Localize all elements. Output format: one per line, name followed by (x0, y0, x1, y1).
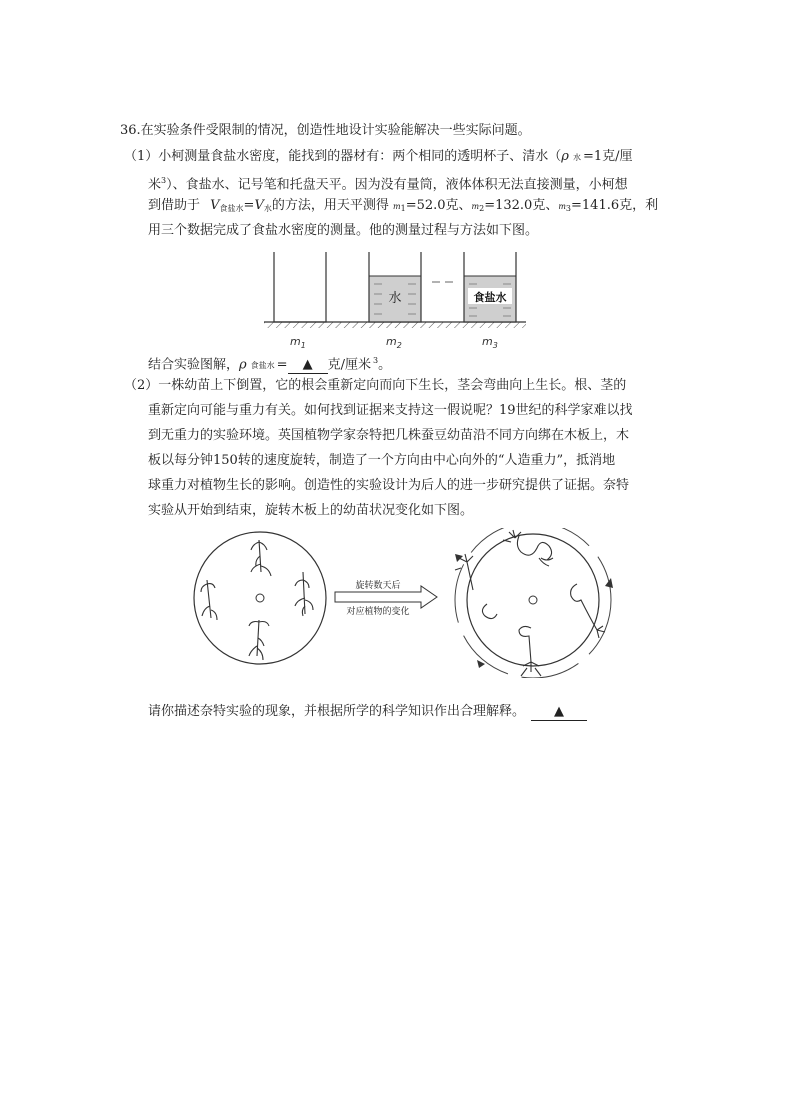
mass-symbol: m (558, 202, 566, 211)
mass-label-1-sub: 1 (300, 341, 306, 350)
question-intro: 36.在实验条件受限制的情况，创造性地设计实验能解决一些实际问题。 (120, 123, 531, 138)
part1-line1 (124, 147, 633, 168)
volume-subscript: 水 (263, 204, 272, 213)
label-salt-water: 食盐水 (473, 291, 507, 304)
mass-value: =141.6克，利 (571, 198, 659, 213)
board-center (256, 594, 264, 602)
question-text: 请你描述奈特实验的现象，并根据所学的科学知识作出合理解释。 (148, 704, 526, 719)
part1-text: ）、食盐水、记号笔和托盘天平。因为没有量筒，液体体积无法直接测量，小柯想 (166, 177, 628, 193)
beaker-empty (274, 252, 326, 322)
mass-symbol: m (471, 202, 480, 211)
label-water: 水 (388, 291, 402, 306)
part2-line2: 重新定向可能与重力有关。如何找到证据来支持这一假说呢？19世纪的科学家难以找 (148, 403, 633, 418)
part1-line2 (148, 171, 628, 195)
answer-text: 。 (378, 357, 392, 373)
answer-blank[interactable]: ▲ (288, 357, 328, 374)
rho-symbol: ρ (561, 149, 569, 164)
part1-line4: 用三个数据完成了食盐水密度的测量。他的测量过程与方法如下图。 (148, 223, 539, 238)
mass-subscript: 2 (479, 204, 485, 213)
part2-line4: 板以每分钟150转的速度旋转，制造了一个方向由中心向外的“人造重力”，抵消地 (148, 453, 616, 468)
part2-line6: 实验从开始到结束，旋转木板上的幼苗状况变化如下图。 (148, 503, 474, 518)
part2-line3: 到无重力的实验环境。英国植物学家奈特把几株蚕豆幼苗沿不同方向绑在木板上，木 (148, 428, 630, 443)
part1-text: 到借助于 (148, 198, 201, 213)
rho-symbol: ρ (239, 357, 247, 373)
volume-symbol: V (254, 198, 264, 213)
part1-text: 小柯测量食盐水密度，能找到的器材有：两个相同的透明杯子、清水（ (158, 149, 562, 164)
mass-label-1: m (290, 335, 301, 348)
answer-text: 结合实验图解， (148, 357, 240, 373)
table-surface (264, 322, 526, 328)
part2-text: 一株幼苗上下倒置，它的根会重新定向而向下生长，茎会弯曲向上生长。根、茎的 (158, 378, 627, 393)
part1-line3 (148, 196, 658, 219)
rotation-arrows (455, 528, 611, 678)
part2-label: （2） (124, 378, 159, 393)
mass-symbol: m (393, 202, 401, 211)
arrow-label-top: 旋转数天后 (355, 581, 401, 591)
part2-line5: 球重力对植物生长的影响。创造性的实验设计为后人的进一步研究提供了证据。奈特 (148, 478, 630, 493)
mass-subscript: 1 (400, 204, 406, 213)
svg-text:m1 (290, 335, 306, 350)
part1-text: 米 (148, 177, 162, 193)
rotation-arrowheads (455, 554, 613, 668)
mass-label-3-sub: 3 (492, 341, 498, 350)
seedling-figure (185, 528, 635, 678)
superscript: 3 (161, 176, 167, 185)
part2-question (148, 702, 587, 722)
rho-subscript: 食盐水 (250, 361, 275, 371)
answer-blank[interactable]: ▲ (531, 704, 587, 721)
part2-line1 (124, 376, 626, 396)
part1-text: =1克/厘 (582, 149, 633, 164)
equals: = (276, 357, 288, 373)
arrow-label-bottom: 对应植物的变化 (346, 607, 410, 617)
mass-subscript: 3 (565, 204, 572, 213)
part1-answer (148, 351, 391, 376)
mass-label-2-sub: 2 (396, 341, 402, 350)
superscript: 3 (372, 356, 379, 365)
mass-label-2: m (386, 335, 397, 348)
mass-value: =132.0克、 (484, 198, 559, 213)
svg-text:m2 (386, 335, 402, 350)
answer-unit: 克/厘米 (327, 357, 371, 373)
board-center (529, 596, 537, 604)
volume-symbol: V (210, 198, 220, 213)
mass-label-3: m (482, 335, 493, 348)
svg-text:m3 (482, 335, 498, 350)
part1-text: 的方法，用天平测得 (271, 198, 389, 213)
beaker-figure (258, 244, 538, 350)
part1-label: （1） (124, 149, 159, 164)
rho-subscript: 水 (572, 153, 581, 162)
volume-subscript: 食盐水 (219, 204, 244, 213)
mass-value: =52.0克、 (405, 198, 472, 213)
equals: = (243, 198, 255, 213)
